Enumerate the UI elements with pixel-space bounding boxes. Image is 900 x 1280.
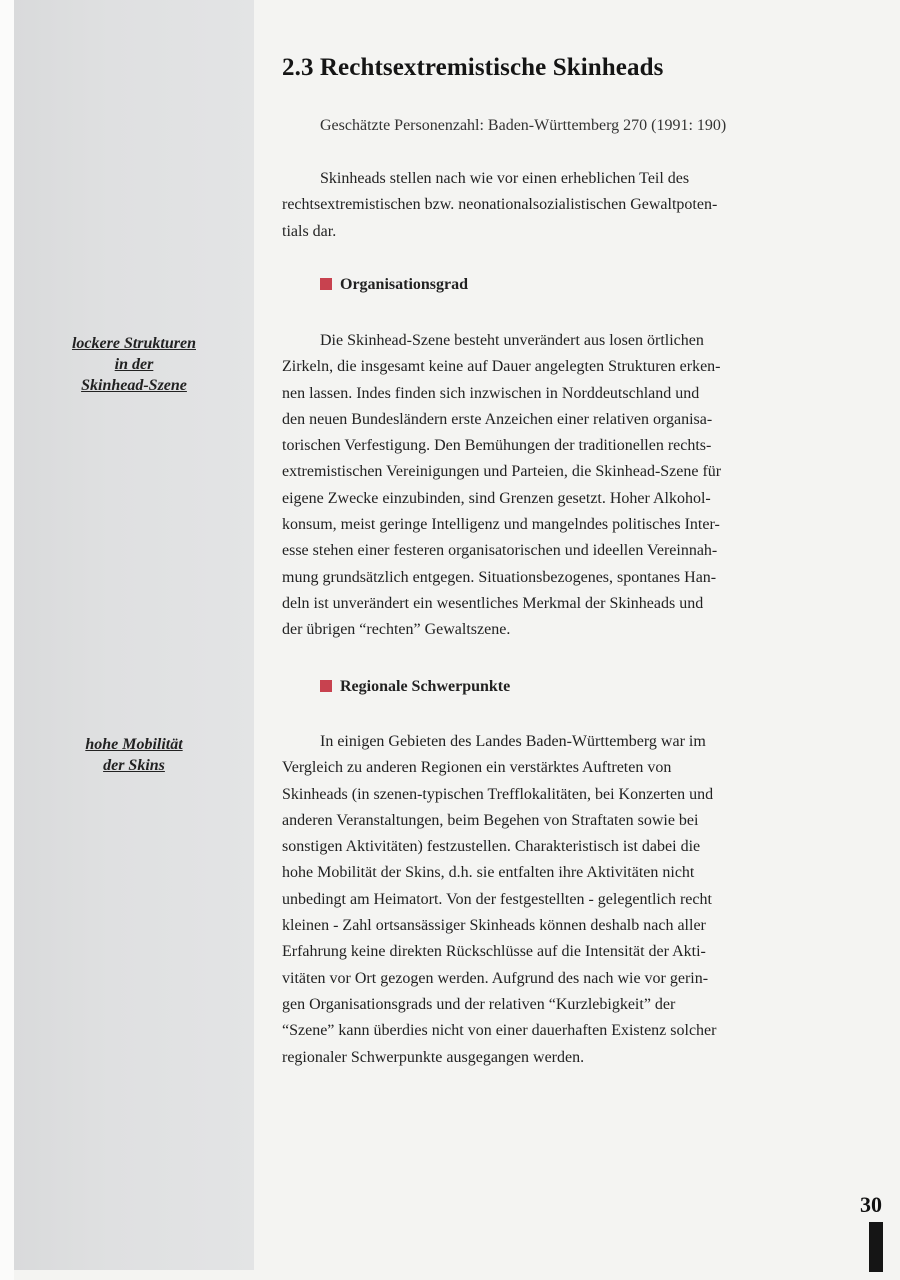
body-line: der übrigen “rechten” Gewaltszene.	[282, 621, 511, 639]
body-line: deln ist unverändert ein wesentliches Merkmal der Skinheads und	[282, 594, 704, 612]
page-number: 30	[860, 1192, 882, 1217]
body-line: Die Skinhead-Szene besteht unverändert aus losen örtlichen	[320, 332, 704, 349]
body-line: gen Organisationsgrads und der relativen “Kurzlebigkeit” der	[282, 995, 676, 1013]
body-line: kleinen - Zahl ortsansässiger Skinheads können deshalb nach aller	[282, 917, 706, 935]
body-line: hohe Mobilität der Skins, d.h. sie entfalten ihre Aktivitäten nicht	[282, 864, 695, 882]
body-line: anderen Veranstaltungen, beim Begehen von Straftaten sowie bei	[282, 811, 699, 829]
margin-sidebar	[14, 0, 254, 1270]
intro-line: tials dar.	[282, 222, 337, 240]
body-line: mung grundsätzlich entgegen. Situationsbezogenes, spontanes Han-	[282, 568, 717, 586]
intro-paragraph	[282, 166, 812, 245]
margin-note-mobility	[14, 734, 254, 776]
body-line: regionaler Schwerpunkte ausgegangen werden.	[282, 1048, 585, 1066]
section-title: 2.3 Rechtsextremistische Skinheads	[282, 54, 664, 81]
margin-note-line: Skinhead-Szene	[81, 377, 187, 394]
body-line: In einigen Gebieten des Landes Baden-Württemberg war im	[320, 733, 706, 750]
intro-line: Skinheads stellen nach wie vor einen erheblichen Teil des	[320, 170, 690, 187]
body-line: vitäten vor Ort gezogen werden. Aufgrund des nach wie vor gerin-	[282, 969, 709, 987]
body-line: unbedingt am Heimatort. Von der festgestellten - gelegentlich recht	[282, 890, 712, 908]
organisation-paragraph	[282, 328, 812, 644]
body-line: esse stehen einer festeren organisatorischen und ideellen Vereinnah-	[282, 542, 718, 560]
margin-note-organisation	[14, 333, 254, 396]
body-line: sonstigen Aktivitäten) festzustellen. Charakteristisch ist dabei die	[282, 838, 701, 856]
margin-note-line: in der	[114, 356, 154, 373]
regional-paragraph	[282, 729, 812, 1071]
margin-note-line: der Skins	[103, 757, 165, 774]
heading-organisationsgrad	[320, 276, 468, 294]
body-line: konsum, meist geringe Intelligenz und mangelndes politisches Inter-	[282, 516, 720, 534]
heading-text: Regionale Schwerpunkte	[340, 678, 511, 695]
page-left-edge	[0, 0, 14, 1280]
heading-regionale-schwerpunkte	[320, 678, 510, 696]
heading-text: Organisationsgrad	[340, 276, 469, 293]
thumb-index-mark	[869, 1222, 883, 1272]
square-bullet-icon	[320, 278, 332, 290]
body-line: nen lassen. Indes finden sich inzwischen in Norddeutschland und	[282, 384, 700, 402]
person-estimate: Geschätzte Personenzahl: Baden-Württemberg 270 (1991: 190)	[320, 117, 727, 134]
body-line: Skinheads (in szenen-typischen Trefflokalitäten, bei Konzerten und	[282, 785, 714, 803]
body-line: “Szene” kann überdies nicht von einer dauerhaften Existenz solcher	[282, 1022, 717, 1040]
body-line: Zirkeln, die insgesamt keine auf Dauer angelegten Strukturen erken-	[282, 358, 721, 376]
margin-note-line: lockere Strukturen	[71, 335, 196, 352]
intro-line: rechtsextremistischen bzw. neonationalsozialistischen Gewaltpoten-	[282, 196, 718, 214]
body-line: Vergleich zu anderen Regionen ein verstärktes Auftreten von	[282, 759, 672, 777]
body-line: eigene Zwecke einzubinden, sind Grenzen gesetzt. Hoher Alkohol-	[282, 489, 711, 507]
margin-note-line: hohe Mobilität	[85, 736, 183, 753]
body-line: den neuen Bundesländern erste Anzeichen einer relativen organisa-	[282, 410, 713, 428]
body-line: extremistischen Vereinigungen und Parteien, die Skinhead-Szene für	[282, 463, 722, 481]
body-line: Erfahrung keine direkten Rückschlüsse auf die Intensität der Akti-	[282, 943, 706, 961]
square-bullet-icon	[320, 680, 332, 692]
body-line: torischen Verfestigung. Den Bemühungen der traditionellen rechts-	[282, 437, 712, 455]
